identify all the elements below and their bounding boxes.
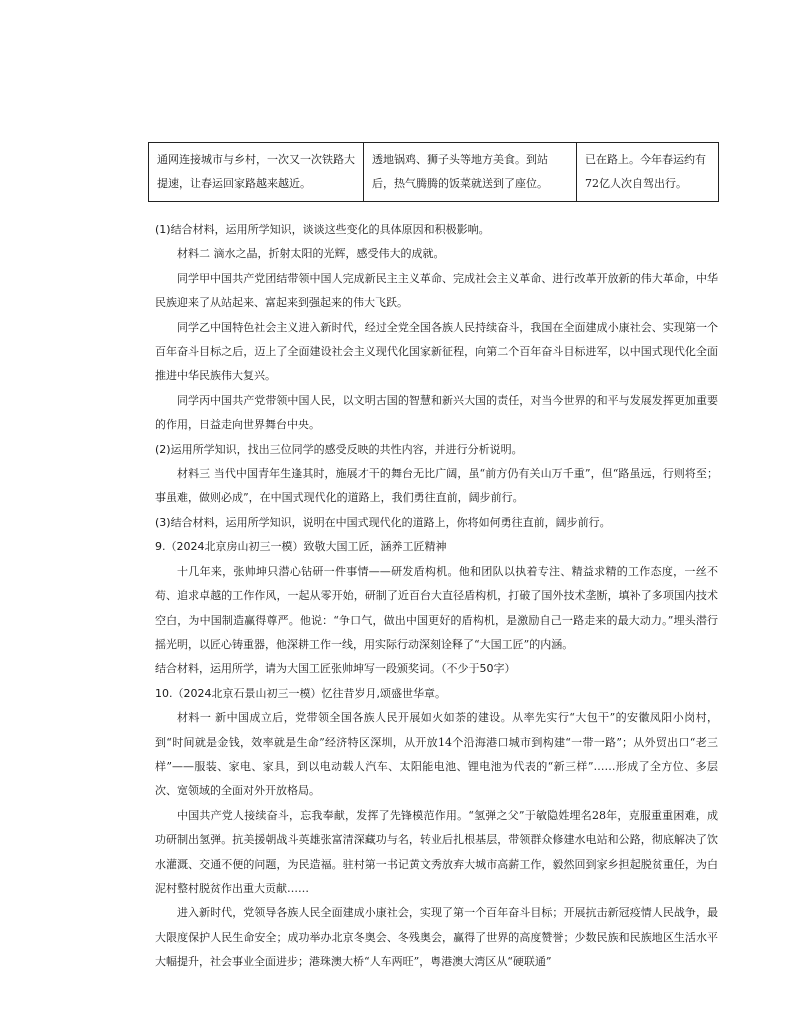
material-2-title: 材料二 滴水之晶，折射太阳的光辉，感受伟大的成就。: [177, 247, 445, 261]
question-10-material-1-p3: 进入新时代，党领导各族人民全面建成小康社会，实现了第一个百年奋斗目标；开展抗击新冠疫情人民战争，最大限度保护人民生命安全；成功举办北京冬奥会、冬残奥会，赢得了世界的高度赞誉；少数民族和民族地区生活水平大幅提升，社会事业全面进步；港珠澳大桥“人车两旺”，粤港澳大湾区从“硬联通”: [155, 906, 718, 969]
material-table: [148, 142, 719, 202]
question-10-material-1-p2: 中国共产党人接续奋斗，忘我奉献，发挥了先锋模范作用。“氢弹之父”于敏隐姓埋名28年，克服重重困难，成功研制出氢弹。抗美援朝战斗英雄张富清深藏功与名，转业后扎根基层，带领群众修建水电站和公路，彻底解决了饮水灌溉、交通不便的问题，为民造福。驻村第一书记黄文秀放弃大城市高薪工作，毅然回到家乡担起脱贫重任，为白泥村整村脱贫作出重大贡献……: [155, 808, 718, 895]
material-3: 材料三 当代中国青年生逢其时，施展才干的舞台无比广阔，虽“前方仍有关山万千重”，但“路虽远，行则将至；事虽难，做则必成”，在中国式现代化的道路上，我们勇往直前，阔步前行。: [155, 467, 718, 505]
material-2-student-b: 同学乙中国特色社会主义进入新时代，经过全党全国各族人民持续奋斗，我国在全面建成小康社会、实现第一个百年奋斗目标之后，迈上了全面建设社会主义现代化国家新征程，向第二个百年奋斗目标进军，以中国式现代化全面推进中华民族伟大复兴。: [155, 320, 718, 383]
question-9-title: 9.（2024北京房山初三一模）致敬大国工匠，涵养工匠精神: [155, 540, 447, 554]
table-row: [149, 143, 719, 202]
material-2-student-a: 同学甲中国共产党团结带领中国人完成新民主主义革命、完成社会主义革命、进行改革开放新的伟大革命，中华民族迎来了从站起来、富起来到强起来的伟大飞跃。: [155, 271, 718, 310]
material-table-grid: [148, 142, 719, 202]
question-9-prompt: 结合材料，运用所学，请为大国工匠张帅坤写一段颁奖词。（不少于50字）: [155, 662, 516, 676]
table-cell: 已在路上。今年春运约有72亿人次自驾出行。: [577, 143, 719, 202]
material-2-student-c: 同学丙中国共产党带领中国人民，以文明古国的智慧和新兴大国的责任，对当今世界的和平与发展发挥更加重要的作用，日益走向世界舞台中央。: [155, 393, 718, 432]
question-10-material-1: 材料一 新中国成立后，党带领全国各族人民开展如火如荼的建设。从率先实行“大包干”的安徽凤阳小岗村，到“时间就是金钱，效率就是生命”经济特区深圳，从开放14个沿海港口城市到构建“一带一路”；从外贸出口“老三样”——服装、家电、家具，到以电动载人汽车、太阳能电池、锂电池为代表的“新三样”……形成了全方位、多层次、宽领域的全面对外开放格局。: [155, 711, 718, 798]
question-10-title: 10.（2024北京石景山初三一模）忆往昔岁月,颂盛世华章。: [155, 686, 446, 700]
question-8-3: (3)结合材料，运用所学知识，说明在中国式现代化的道路上，你将如何勇往直前，阔步前行。: [155, 515, 611, 529]
table-cell: 通网连接城市与乡村，一次又一次铁路大提速，让春运回家路越来越近。: [149, 143, 364, 202]
question-8-2: (2)运用所学知识，找出三位同学的感受反映的共性内容，并进行分析说明。: [155, 442, 523, 456]
table-cell: 透地锅鸡、狮子头等地方美食。到站后，热气腾腾的饭菜就送到了座位。: [364, 143, 577, 202]
question-9-material: 十几年来，张帅坤只潜心钻研一件事情——研发盾构机。他和团队以执着专注、精益求精的工作态度，一丝不苟、追求卓越的工作作风，一起从零开始，研制了近百台大直径盾构机，打破了国外技术垄断，填补了多项国内技术空白，为中国制造赢得尊严。他说：“争口气，做出中国更好的盾构机，是激励自己一路走来的最大动力。”埋头潜行摇光明，以匠心铸重器，他深耕工作一线，用实际行动深刻诠释了“大国工匠”的内涵。: [155, 564, 718, 651]
question-8-1: (1)结合材料，运用所学知识，谈谈这些变化的具体原因和积极影响。: [155, 223, 490, 236]
document-body: [155, 218, 718, 975]
